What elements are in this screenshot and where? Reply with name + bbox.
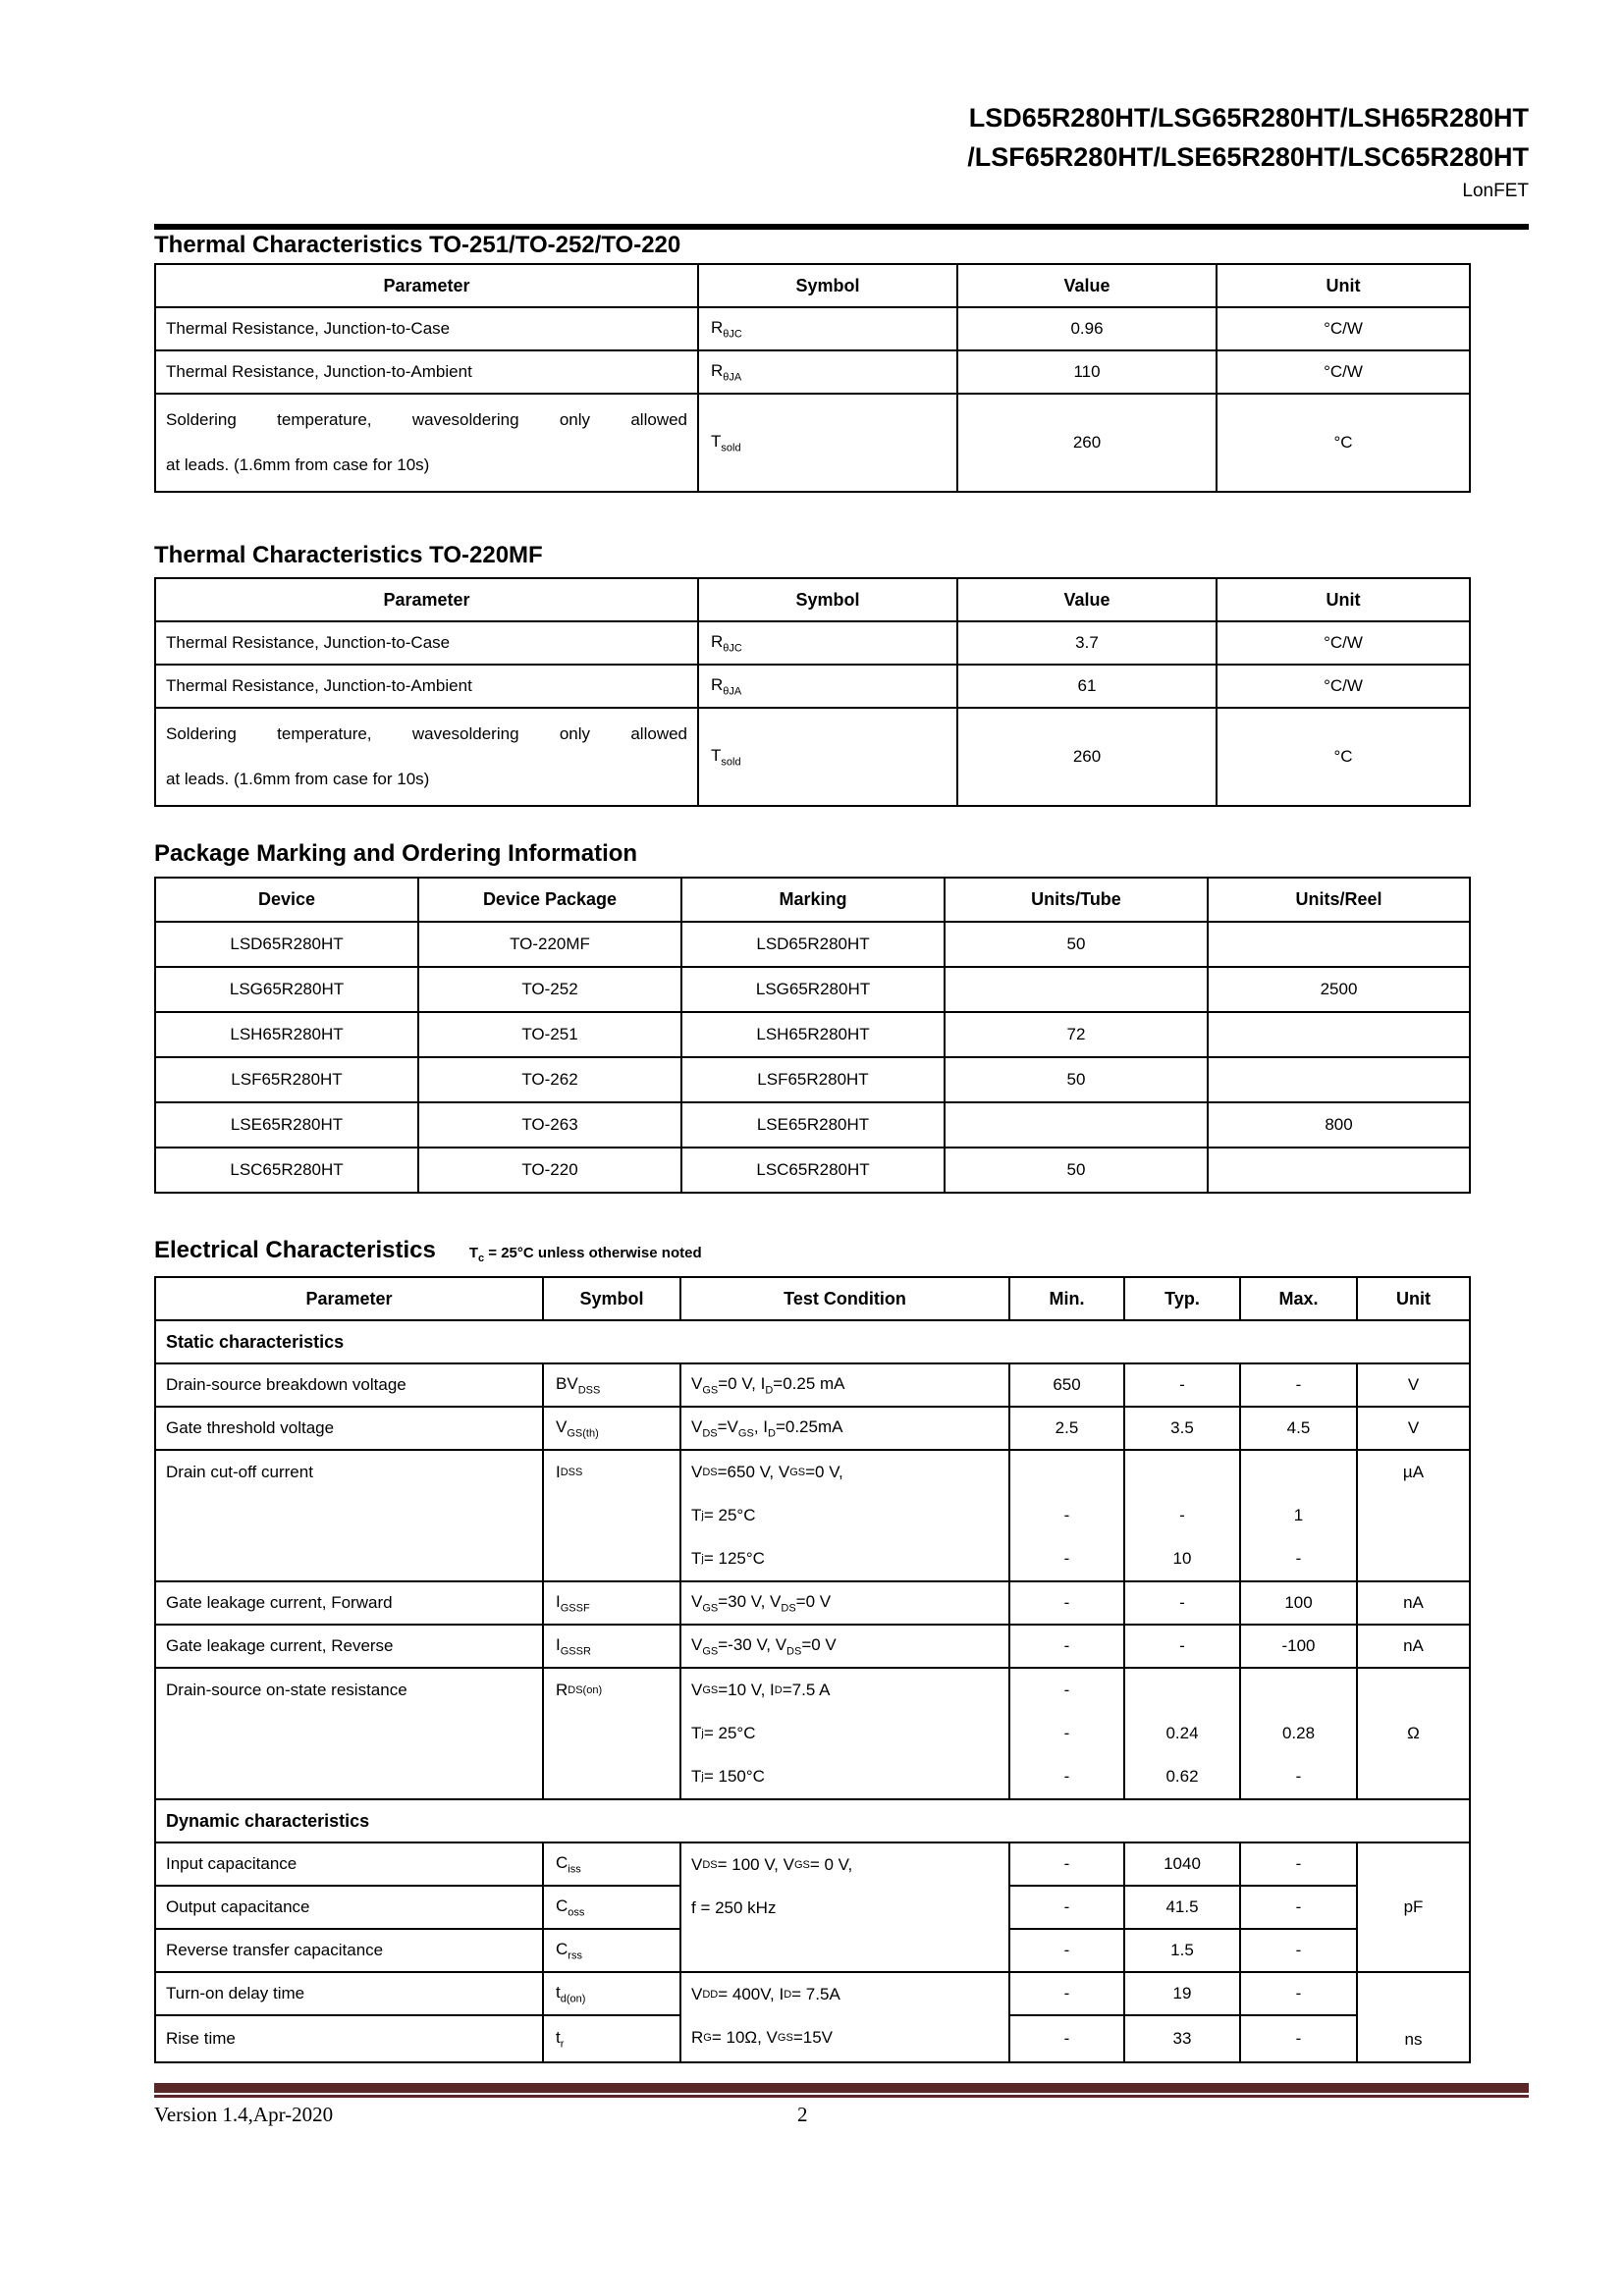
max-line: 0.28 bbox=[1281, 1724, 1316, 1742]
parameter-cell: Thermal Resistance, Junction-to-Case bbox=[155, 621, 698, 665]
col-header-device-package: Device Package bbox=[418, 878, 681, 922]
table-header-row bbox=[155, 578, 1470, 621]
marking-cell: LSD65R280HT bbox=[681, 922, 945, 967]
document-header bbox=[154, 98, 1529, 204]
table-row bbox=[155, 1842, 1470, 1886]
value-cell: 260 bbox=[957, 394, 1217, 492]
marking-cell: LSC65R280HT bbox=[681, 1148, 945, 1193]
col-header-parameter: Parameter bbox=[155, 264, 698, 307]
device-cell: LSD65R280HT bbox=[155, 922, 418, 967]
max-cell: - bbox=[1240, 1886, 1357, 1929]
footer-page-number: 2 bbox=[797, 2103, 808, 2126]
symbol-cell bbox=[543, 1668, 680, 1799]
units-tube-cell bbox=[945, 967, 1208, 1012]
units-reel-cell: 2500 bbox=[1208, 967, 1470, 1012]
unit-cell: Ω bbox=[1357, 1668, 1470, 1799]
symbol-cell bbox=[543, 1450, 680, 1581]
max-cell: - bbox=[1240, 1929, 1357, 1972]
typ-cell: - bbox=[1124, 1625, 1240, 1668]
col-header-unit: Unit bbox=[1217, 264, 1470, 307]
col-header-unit: Unit bbox=[1217, 578, 1470, 621]
min-cell: - bbox=[1009, 1581, 1124, 1625]
condition-cell: $V_{GS}=-30$ V, $V_{DS}=0$ V bbox=[680, 1625, 1009, 1668]
document-title-line1: LSD65R280HT/LSG65R280HT/LSH65R280HT bbox=[968, 103, 1529, 133]
condition-line: f = 250 kHz bbox=[691, 1898, 777, 1917]
package-cell: TO-262 bbox=[418, 1057, 681, 1102]
marking-cell: LSH65R280HT bbox=[681, 1012, 945, 1057]
package-cell: TO-220MF bbox=[418, 922, 681, 967]
table-row bbox=[155, 708, 1470, 806]
parameter-cell bbox=[155, 708, 698, 806]
unit-cell: nA bbox=[1357, 1625, 1470, 1668]
parameter-cell: Gate threshold voltage bbox=[155, 1407, 543, 1450]
symbol-cell: $R_{\theta JC}$ bbox=[698, 307, 957, 350]
col-header-value: Value bbox=[957, 578, 1217, 621]
table-row bbox=[155, 1972, 1470, 2015]
parameter-cell: Output capacitance bbox=[155, 1886, 543, 1929]
max-cell: - bbox=[1240, 2015, 1357, 2062]
min-line: - bbox=[1063, 1767, 1070, 1786]
unit-cell: °C/W bbox=[1217, 350, 1470, 394]
typ-cell: 1.5 bbox=[1124, 1929, 1240, 1972]
symbol-cell: $I_{GSSR}$ bbox=[543, 1625, 680, 1668]
thermal1-table bbox=[154, 263, 1471, 493]
table-row bbox=[155, 1407, 1470, 1450]
typ-cell: - bbox=[1124, 1581, 1240, 1625]
static-section-label: Static characteristics bbox=[155, 1320, 1470, 1363]
parameter-line1: Soldering temperature, wavesoldering only allowed bbox=[166, 724, 687, 743]
col-header-symbol: Symbol bbox=[698, 264, 957, 307]
footer-rule-thick bbox=[154, 2083, 1529, 2093]
min-line: - bbox=[1063, 1681, 1070, 1699]
table-header-row bbox=[155, 878, 1470, 922]
symbol-cell: $BV_{DSS}$ bbox=[543, 1363, 680, 1407]
typ-cell bbox=[1124, 1450, 1240, 1581]
parameter-cell: Turn-on delay time bbox=[155, 1972, 543, 2015]
package-cell: TO-251 bbox=[418, 1012, 681, 1057]
symbol-cell: $C_{rss}$ bbox=[543, 1929, 680, 1972]
min-line: - bbox=[1063, 1724, 1070, 1742]
condition-cell: $V_{GS}=30$ V, $V_{DS}=0$ V bbox=[680, 1581, 1009, 1625]
condition-cell bbox=[680, 1972, 1009, 2062]
value-cell: 260 bbox=[957, 708, 1217, 806]
electrical-section-title: Electrical Characteristics bbox=[154, 1237, 436, 1263]
unit-text: µA bbox=[1402, 1463, 1425, 1481]
col-header-units-tube: Units/Tube bbox=[945, 878, 1208, 922]
col-header-min: Min. bbox=[1009, 1277, 1124, 1320]
symbol-cell: $C_{iss}$ bbox=[543, 1842, 680, 1886]
value-cell: 3.7 bbox=[957, 621, 1217, 665]
max-cell: 4.5 bbox=[1240, 1407, 1357, 1450]
max-line: - bbox=[1295, 1549, 1302, 1568]
condition-line: V DS =650 V, V GS =0 V, bbox=[691, 1463, 843, 1481]
unit-cell: V bbox=[1357, 1407, 1470, 1450]
parameter-cell: Gate leakage current, Forward bbox=[155, 1581, 543, 1625]
col-header-parameter: Parameter bbox=[155, 1277, 543, 1320]
device-cell: LSC65R280HT bbox=[155, 1148, 418, 1193]
condition-cell bbox=[680, 1450, 1009, 1581]
units-reel-cell bbox=[1208, 1148, 1470, 1193]
package-section-title: Package Marking and Ordering Information bbox=[154, 840, 638, 867]
condition-line: V GS =10 V, I D =7.5 A bbox=[691, 1681, 831, 1699]
units-reel-cell bbox=[1208, 1012, 1470, 1057]
package-cell: TO-263 bbox=[418, 1102, 681, 1148]
typ-line: 0.24 bbox=[1165, 1724, 1199, 1742]
thermal2-table bbox=[154, 577, 1471, 807]
max-cell: - bbox=[1240, 1363, 1357, 1407]
max-cell: 100 bbox=[1240, 1581, 1357, 1625]
unit-cell: ns bbox=[1357, 1972, 1470, 2062]
unit-cell: nA bbox=[1357, 1581, 1470, 1625]
units-tube-cell bbox=[945, 1102, 1208, 1148]
device-cell: LSF65R280HT bbox=[155, 1057, 418, 1102]
condition-line: T j = 25°C bbox=[691, 1506, 756, 1524]
min-cell: - bbox=[1009, 1972, 1124, 2015]
parameter-text: Drain-source on-state resistance bbox=[166, 1681, 407, 1699]
units-reel-cell: 800 bbox=[1208, 1102, 1470, 1148]
symbol-cell: $R_{\theta JC}$ bbox=[698, 621, 957, 665]
footer-rule-thin bbox=[154, 2095, 1529, 2098]
col-header-parameter: Parameter bbox=[155, 578, 698, 621]
units-reel-cell bbox=[1208, 1057, 1470, 1102]
units-tube-cell: 50 bbox=[945, 922, 1208, 967]
typ-cell: 3.5 bbox=[1124, 1407, 1240, 1450]
max-line bbox=[1241, 1451, 1356, 1494]
col-header-test-condition: Test Condition bbox=[680, 1277, 1009, 1320]
min-cell: - bbox=[1009, 1886, 1124, 1929]
parameter-cell: Thermal Resistance, Junction-to-Ambient bbox=[155, 665, 698, 708]
electrical-section-note: $T_c = 25^\circ C$ unless otherwise noted bbox=[468, 1245, 702, 1264]
table-row bbox=[155, 967, 1470, 1012]
parameter-cell bbox=[155, 1668, 543, 1799]
min-cell: 2.5 bbox=[1009, 1407, 1124, 1450]
marking-cell: LSE65R280HT bbox=[681, 1102, 945, 1148]
package-cell: TO-252 bbox=[418, 967, 681, 1012]
table-row bbox=[155, 1012, 1470, 1057]
parameter-cell: Thermal Resistance, Junction-to-Case bbox=[155, 307, 698, 350]
unit-cell: V bbox=[1357, 1363, 1470, 1407]
units-reel-cell bbox=[1208, 922, 1470, 967]
package-table bbox=[154, 877, 1471, 1194]
table-row bbox=[155, 1102, 1470, 1148]
table-row bbox=[155, 350, 1470, 394]
min-cell: - bbox=[1009, 1625, 1124, 1668]
parameter-cell: Rise time bbox=[155, 2015, 543, 2062]
col-header-units-reel: Units/Reel bbox=[1208, 878, 1470, 922]
parameter-cell bbox=[155, 394, 698, 492]
min-cell: 650 bbox=[1009, 1363, 1124, 1407]
symbol-cell: $I_{GSSF}$ bbox=[543, 1581, 680, 1625]
unit-cell: °C bbox=[1217, 708, 1470, 806]
unit-cell: °C/W bbox=[1217, 307, 1470, 350]
symbol-cell: $T_{sold}$ bbox=[698, 708, 957, 806]
parameter-cell: Gate leakage current, Reverse bbox=[155, 1625, 543, 1668]
typ-line bbox=[1125, 1669, 1239, 1712]
dynamic-section-label: Dynamic characteristics bbox=[155, 1799, 1470, 1842]
min-cell bbox=[1009, 1668, 1124, 1799]
typ-cell bbox=[1124, 1668, 1240, 1799]
device-cell: LSE65R280HT bbox=[155, 1102, 418, 1148]
value-cell: 110 bbox=[957, 350, 1217, 394]
document-title-line2: /LSF65R280HT/LSE65R280HT/LSC65R280HT bbox=[967, 142, 1529, 172]
max-cell: -100 bbox=[1240, 1625, 1357, 1668]
min-cell bbox=[1009, 1450, 1124, 1581]
symbol-cell: $C_{oss}$ bbox=[543, 1886, 680, 1929]
max-cell bbox=[1240, 1668, 1357, 1799]
min-cell: - bbox=[1009, 1929, 1124, 1972]
device-cell: LSG65R280HT bbox=[155, 967, 418, 1012]
symbol-cell: $T_{sold}$ bbox=[698, 394, 957, 492]
parameter-text: Drain cut-off current bbox=[166, 1463, 313, 1481]
section-row bbox=[155, 1320, 1470, 1363]
min-cell: - bbox=[1009, 1842, 1124, 1886]
parameter-cell: Input capacitance bbox=[155, 1842, 543, 1886]
typ-cell: 33 bbox=[1124, 2015, 1240, 2062]
table-row bbox=[155, 1668, 1470, 1799]
brand-label: LonFET bbox=[1462, 181, 1529, 201]
footer-rule bbox=[154, 2083, 1529, 2098]
min-cell: - bbox=[1009, 2015, 1124, 2062]
table-row bbox=[155, 1581, 1470, 1625]
max-line: - bbox=[1295, 1767, 1302, 1786]
typ-cell: 1040 bbox=[1124, 1842, 1240, 1886]
parameter-line2: at leads. (1.6mm from case for 10s) bbox=[166, 455, 430, 474]
table-row bbox=[155, 394, 1470, 492]
col-header-unit: Unit bbox=[1357, 1277, 1470, 1320]
table-row bbox=[155, 1057, 1470, 1102]
symbol-cell: $V_{GS(th)}$ bbox=[543, 1407, 680, 1450]
marking-cell: LSF65R280HT bbox=[681, 1057, 945, 1102]
table-row bbox=[155, 1625, 1470, 1668]
max-cell: - bbox=[1240, 1842, 1357, 1886]
table-row bbox=[155, 1363, 1470, 1407]
condition-cell bbox=[680, 1842, 1009, 1972]
condition-line: T j = 150°C bbox=[691, 1767, 765, 1786]
parameter-cell bbox=[155, 1450, 543, 1581]
col-header-max: Max. bbox=[1240, 1277, 1357, 1320]
parameter-line1: Soldering temperature, wavesoldering only allowed bbox=[166, 410, 687, 429]
min-line bbox=[1010, 1451, 1123, 1494]
condition-line: T j = 25°C bbox=[691, 1724, 756, 1742]
unit-cell bbox=[1357, 1450, 1470, 1581]
marking-cell: LSG65R280HT bbox=[681, 967, 945, 1012]
condition-line: T j = 125°C bbox=[691, 1549, 765, 1568]
electrical-section-header bbox=[154, 1237, 702, 1264]
units-tube-cell: 50 bbox=[945, 1057, 1208, 1102]
col-header-device: Device bbox=[155, 878, 418, 922]
table-row bbox=[155, 621, 1470, 665]
typ-cell: - bbox=[1124, 1363, 1240, 1407]
condition-line: V DS = 100 V, V GS = 0 V, bbox=[691, 1855, 853, 1874]
unit-cell: pF bbox=[1357, 1842, 1470, 1972]
col-header-symbol: Symbol bbox=[698, 578, 957, 621]
condition-cell: $V_{DS}=V_{GS}$, $I_D=0.25mA$ bbox=[680, 1407, 1009, 1450]
table-header-row bbox=[155, 264, 1470, 307]
symbol-cell: $R_{\theta JA}$ bbox=[698, 665, 957, 708]
table-row bbox=[155, 922, 1470, 967]
header-rule bbox=[154, 224, 1529, 230]
parameter-cell: Reverse transfer capacitance bbox=[155, 1929, 543, 1972]
table-row bbox=[155, 1148, 1470, 1193]
footer-version: Version 1.4,Apr-2020 bbox=[154, 2103, 334, 2126]
table-header-row bbox=[155, 1277, 1470, 1320]
symbol-cell: $t_{d(on)}$ bbox=[543, 1972, 680, 2015]
typ-cell: 41.5 bbox=[1124, 1886, 1240, 1929]
condition-cell: $V_{GS}=0$ V, $I_D=0.25$ mA bbox=[680, 1363, 1009, 1407]
thermal2-section-title: Thermal Characteristics TO-220MF bbox=[154, 542, 543, 568]
col-header-symbol: Symbol bbox=[543, 1277, 680, 1320]
typ-line bbox=[1125, 1451, 1239, 1494]
thermal1-section-title: Thermal Characteristics TO-251/TO-252/TO-220 bbox=[154, 232, 681, 258]
symbol-cell: $t_r$ bbox=[543, 2015, 680, 2062]
package-cell: TO-220 bbox=[418, 1148, 681, 1193]
units-tube-cell: 72 bbox=[945, 1012, 1208, 1057]
typ-line: 10 bbox=[1172, 1549, 1192, 1568]
value-cell: 61 bbox=[957, 665, 1217, 708]
col-header-typ: Typ. bbox=[1124, 1277, 1240, 1320]
parameter-line2: at leads. (1.6mm from case for 10s) bbox=[166, 770, 430, 788]
unit-cell: °C/W bbox=[1217, 621, 1470, 665]
max-line bbox=[1241, 1669, 1356, 1712]
symbol-cell: $R_{\theta JA}$ bbox=[698, 350, 957, 394]
condition-line: R G = 10Ω, V GS =15V bbox=[691, 2028, 833, 2047]
max-cell bbox=[1240, 1450, 1357, 1581]
col-header-value: Value bbox=[957, 264, 1217, 307]
typ-cell: 19 bbox=[1124, 1972, 1240, 2015]
col-header-marking: Marking bbox=[681, 878, 945, 922]
max-cell: - bbox=[1240, 1972, 1357, 2015]
unit-cell: °C bbox=[1217, 394, 1470, 492]
value-cell: 0.96 bbox=[957, 307, 1217, 350]
max-line: 1 bbox=[1293, 1506, 1304, 1524]
table-row bbox=[155, 665, 1470, 708]
table-row bbox=[155, 307, 1470, 350]
symbol-text: I DSS bbox=[556, 1463, 583, 1481]
unit-cell: °C/W bbox=[1217, 665, 1470, 708]
typ-line: 0.62 bbox=[1165, 1767, 1199, 1786]
condition-line: V DD = 400V, I D = 7.5A bbox=[691, 1985, 840, 2003]
min-line: - bbox=[1063, 1506, 1070, 1524]
symbol-text: R DS(on) bbox=[556, 1681, 603, 1699]
units-tube-cell: 50 bbox=[945, 1148, 1208, 1193]
parameter-cell: Drain-source breakdown voltage bbox=[155, 1363, 543, 1407]
table-row bbox=[155, 1450, 1470, 1581]
parameter-cell: Thermal Resistance, Junction-to-Ambient bbox=[155, 350, 698, 394]
typ-line: - bbox=[1179, 1506, 1185, 1524]
condition-cell bbox=[680, 1668, 1009, 1799]
electrical-table bbox=[154, 1276, 1471, 2063]
min-line: - bbox=[1063, 1549, 1070, 1568]
section-row bbox=[155, 1799, 1470, 1842]
device-cell: LSH65R280HT bbox=[155, 1012, 418, 1057]
